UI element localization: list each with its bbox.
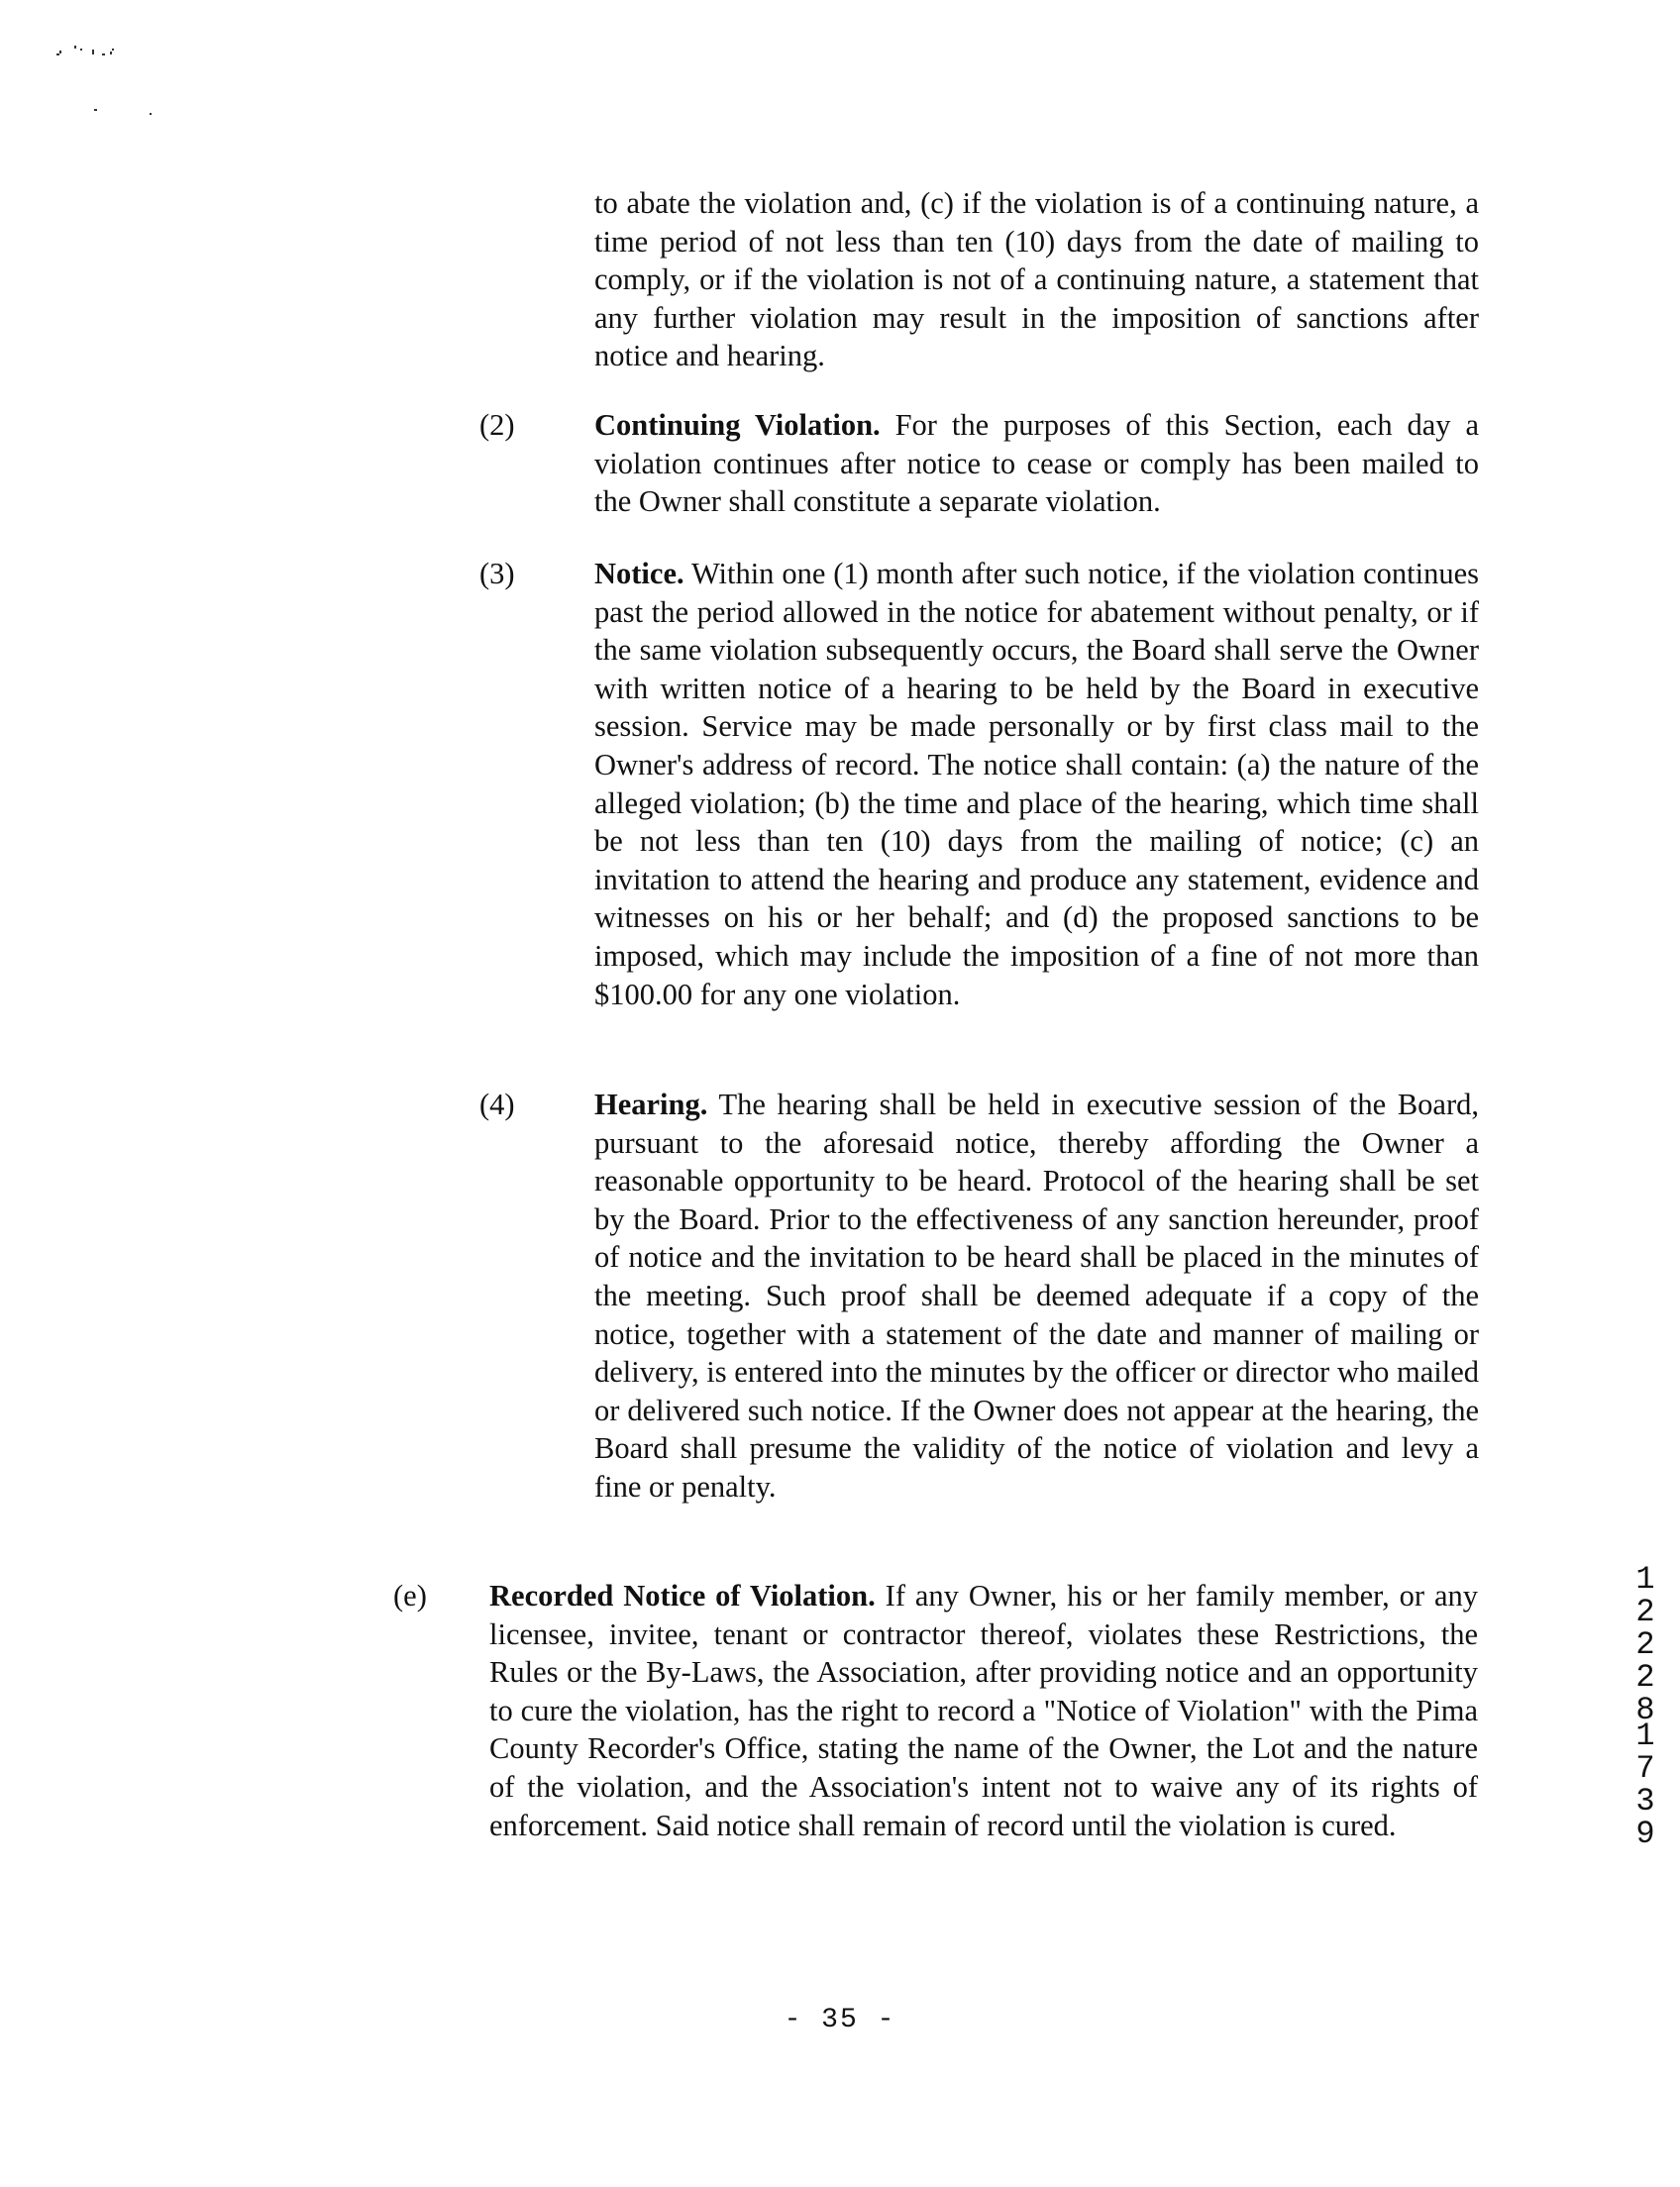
scan-specks	[54, 40, 193, 129]
item-number: (2)	[479, 408, 515, 442]
section-number: (e)	[393, 1579, 427, 1613]
stamp-digit: 9	[1635, 1816, 1655, 1852]
item-number: (3)	[479, 557, 515, 590]
item-number: (4)	[479, 1088, 515, 1121]
stamp-digit: 1	[1635, 1561, 1655, 1598]
page-number: - 35 -	[784, 2005, 896, 2035]
stamp-digit: 2	[1635, 1594, 1655, 1630]
item-continuing-violation	[594, 406, 1479, 521]
item-heading: Continuing Violation.	[594, 408, 881, 442]
item-heading: Notice.	[594, 557, 684, 590]
item-body: For the purposes of this Section, each day a violation continues after notice to cease or comply has been mailed to the Owner shall constitute a separate violation.	[594, 408, 1479, 519]
recording-page-number	[1630, 1719, 1660, 1850]
item-hearing	[594, 1086, 1479, 1507]
stamp-digit: 2	[1635, 1659, 1655, 1696]
item-notice	[594, 555, 1479, 1013]
stamp-digit: 3	[1635, 1783, 1655, 1820]
continuation-text: to abate the violation and, (c) if the violation is of a continuing nature, a time period of not less than ten (10) days from the date of mailing to comply, or if the violation is not of a continuing nature, a statement that any further violation may result in the imposition of sanctions after notice and hearing.	[594, 186, 1479, 373]
continuation-paragraph	[594, 184, 1479, 375]
stamp-digit: 2	[1635, 1626, 1655, 1663]
stamp-digit: 1	[1635, 1718, 1655, 1754]
section-recorded-notice	[489, 1577, 1478, 1844]
stamp-digit: 7	[1635, 1750, 1655, 1787]
item-body: Within one (1) month after such notice, if the violation continues past the period allowed in the notice for abatement without penalty, or if the same violation subsequently occurs, the Board shall serve the Owner with written notice of a hearing to be held by the Board in executive session. Service may be made personally or by first class mail to the Owner's address of record. The notice shall contain: (a) the nature of the alleged violation; (b) the time and place of the hearing, which time shall be not less than ten (10) days from the mailing of notice; (c) an invitation to attend the hearing and produce any statement, evidence and witnesses on his or her behalf; and (d) the proposed sanctions to be imposed, which may include the imposition of a fine of not more than $100.00 for any one violation.	[594, 557, 1479, 1011]
recording-docket-number	[1630, 1563, 1660, 1726]
stamp-digit: 8	[1635, 1692, 1655, 1728]
section-body: If any Owner, his or her family member, or any licensee, invitee, tenant or contractor thereof, violates these Restrictions, the Rules or the By-Laws, the Association, after providing notice and an opportunity to cure the violation, has the right to record a "Notice of Violation" with the Pima County Recorder's Office, stating the name of the Owner, the Lot and the nature of the violation, and the Association's intent not to waive any of its rights of enforcement. Said notice shall remain of record until the violation is cured.	[489, 1579, 1478, 1842]
item-heading: Hearing.	[594, 1088, 708, 1121]
section-heading: Recorded Notice of Violation.	[489, 1579, 876, 1613]
item-body: The hearing shall be held in executive session of the Board, pursuant to the aforesaid notice, thereby affording the Owner a reasonable opportunity to be heard. Protocol of the hearing shall be set by the Board. Prior to the effectiveness of any sanction hereunder, proof of notice and the invitation to be heard shall be placed in the minutes of the meeting. Such proof shall be deemed adequate if a copy of the notice, together with a statement of the date and manner of mailing or delivery, is entered into the minutes by the officer or director who mailed or delivered such notice. If the Owner does not appear at the hearing, the Board shall presume the validity of the notice of violation and levy a fine or penalty.	[594, 1088, 1479, 1504]
